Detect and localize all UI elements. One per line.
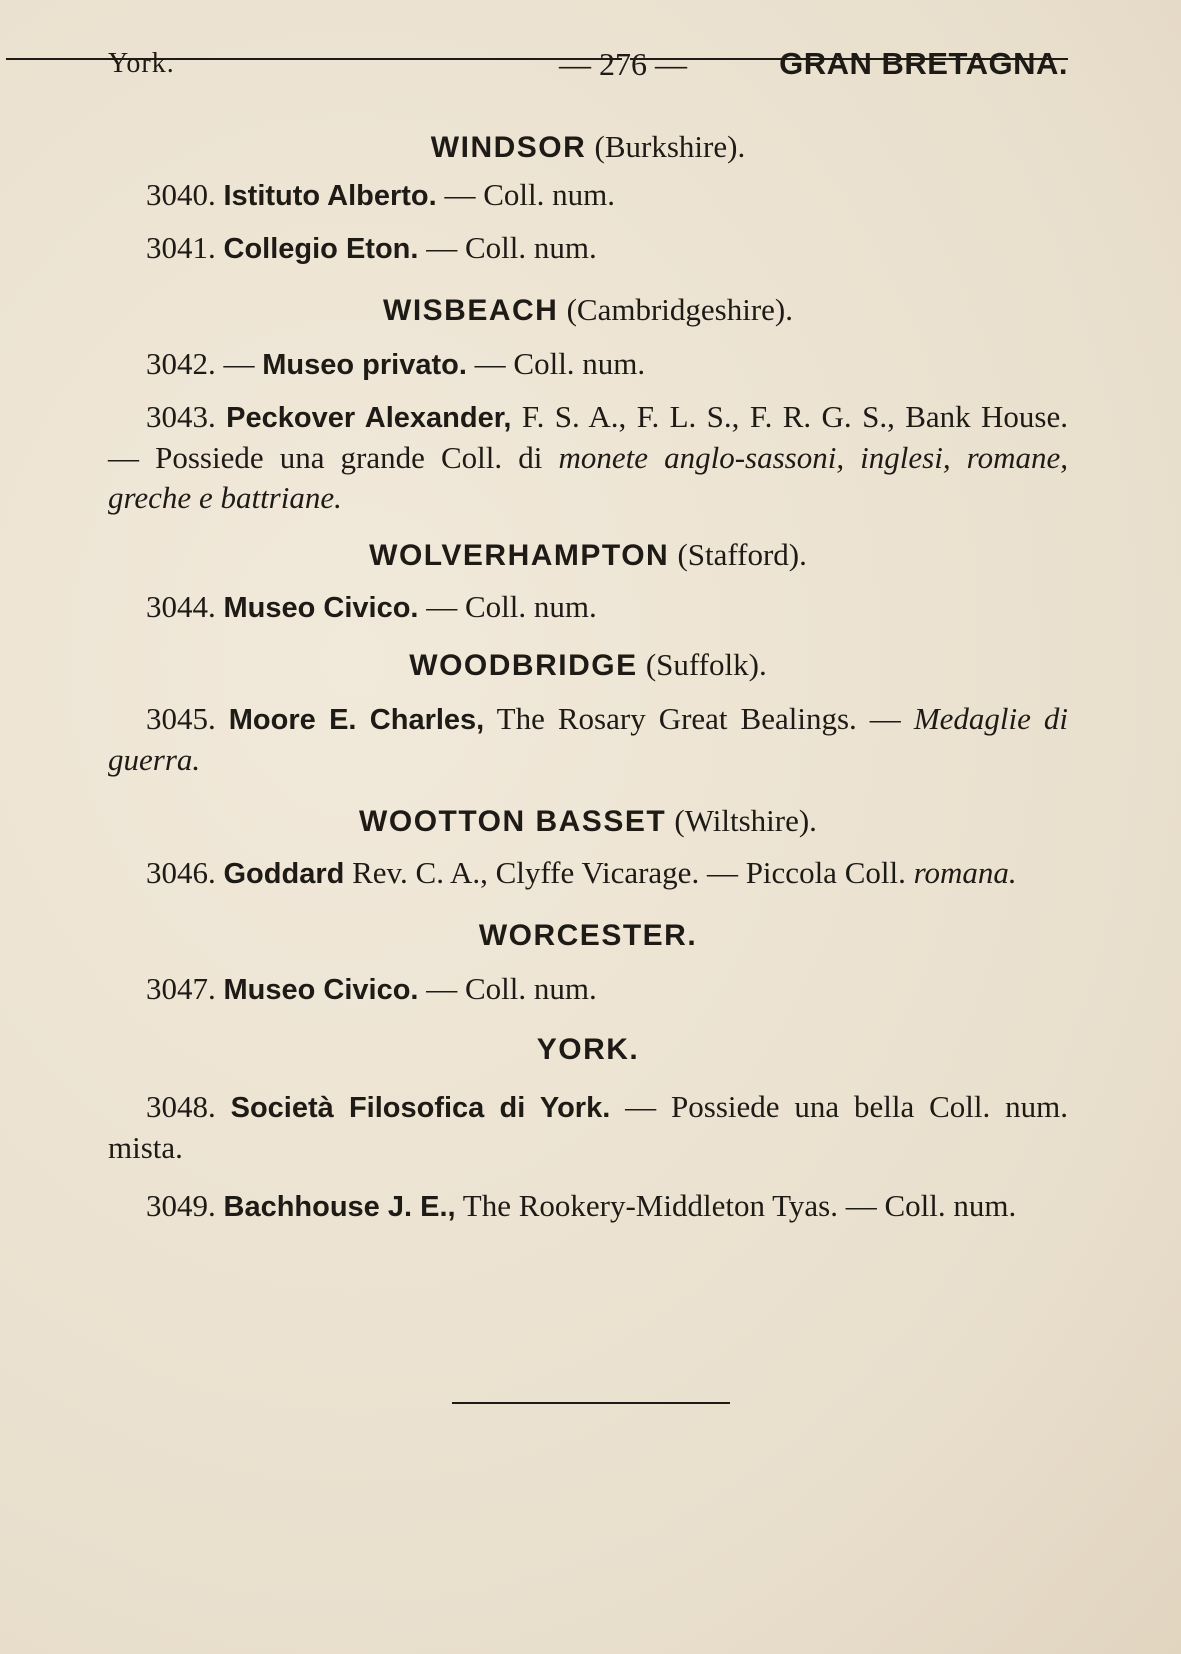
page-number: — 276 — [559, 46, 687, 82]
running-head-right: GRAN BRETAGNA. [779, 46, 1068, 81]
entry-3040: 3040. Istituto Alberto. — Coll. num. [146, 177, 615, 212]
section-heading: WISBEACH (Cambridgeshire). [383, 292, 793, 327]
running-head [108, 40, 1068, 102]
section-heading: WORCESTER. [478, 919, 698, 952]
section-heading: WINDSOR (Burkshire). [430, 129, 746, 164]
entry-3048: 3048. Società Filosofica di York. — Possiede una bella Coll. num. mista. [108, 1089, 1068, 1165]
section-heading: YORK. [536, 1033, 640, 1066]
section-heading: WOOTTON BASSET (Wiltshire). [359, 803, 817, 838]
header-rule-left [6, 58, 622, 60]
closing-rule [452, 1402, 730, 1404]
entry-3044: 3044. Museo Civico. — Coll. num. [146, 589, 597, 624]
book-page [108, 40, 1068, 102]
entry-3045: 3045. Moore E. Charles, The Rosary Great Bealings. — Medaglie di guerra. [108, 701, 1068, 777]
entry-3049: 3049. Bachhouse J. E., The Rookery-Middleton Tyas. — Coll. num. [146, 1188, 1017, 1223]
entry-3047: 3047. Museo Civico. — Coll. num. [146, 971, 597, 1006]
section-heading: WOODBRIDGE (Suffolk). [409, 647, 767, 682]
entry-3042: 3042. — Museo privato. — Coll. num. [146, 346, 646, 381]
header-rule-right [630, 58, 1068, 60]
section-heading: WOLVERHAMPTON (Stafford). [369, 537, 807, 572]
entry-3046: 3046. Goddard Rev. C. A., Clyffe Vicarage. — Piccola Coll. romana. [146, 855, 1017, 890]
entry-3041: 3041. Collegio Eton. — Coll. num. [146, 230, 597, 265]
content [108, 120, 1068, 1227]
entry-3043: 3043. Peckover Alexander, F. S. A., F. L. S., F. R. G. S., Bank House. — Possiede una grande Coll. di monete anglo-sassoni, inglesi, romane, greche e battriane. [108, 399, 1069, 515]
running-head-left: York. [108, 48, 175, 79]
